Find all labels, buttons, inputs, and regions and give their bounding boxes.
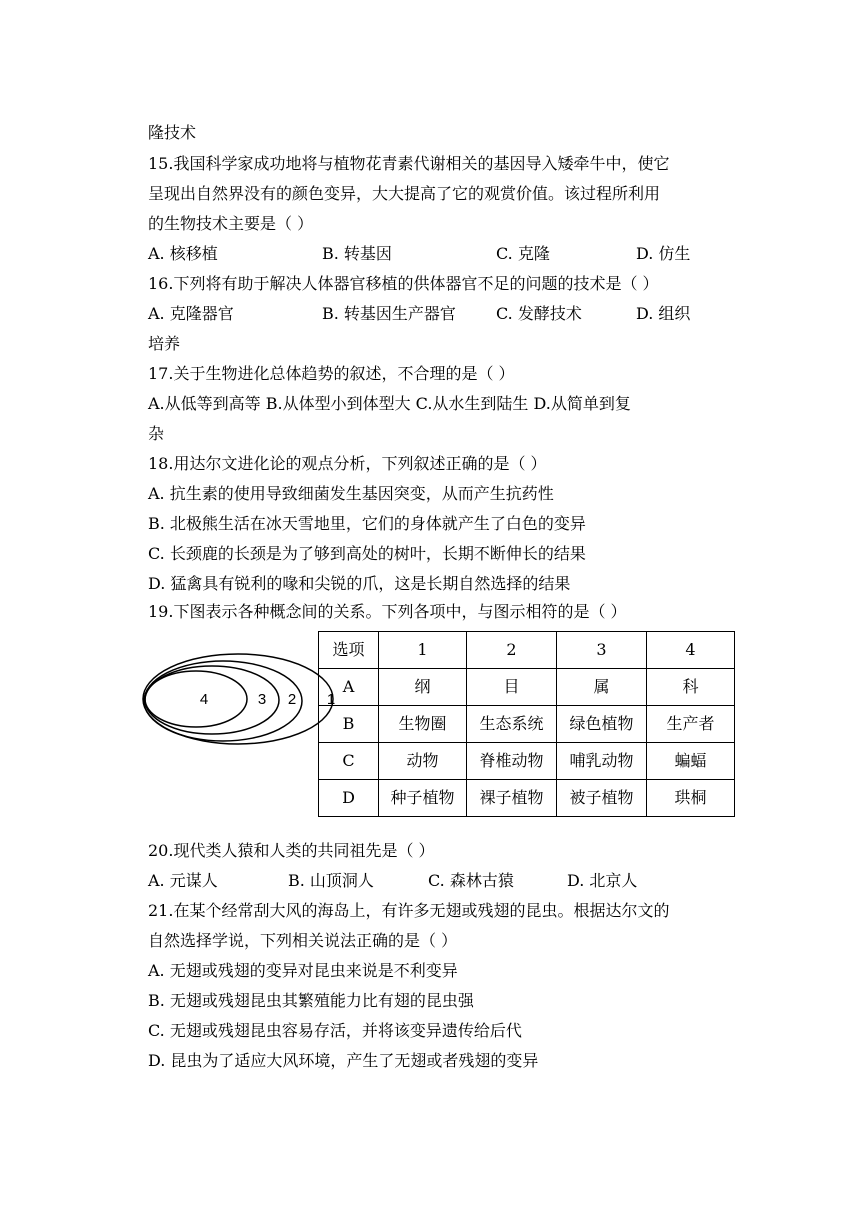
table-cell: 目: [467, 669, 557, 706]
table-cell: 绿色植物: [557, 706, 647, 743]
q15-option-d: D. 仿生: [636, 244, 691, 263]
q18-option-a: A. 抗生素的使用导致细菌发生基因突变，从而产生抗药性: [148, 484, 554, 503]
table-cell: 种子植物: [379, 780, 467, 817]
table-cell: 珙桐: [647, 780, 735, 817]
text-line: 培养: [148, 334, 181, 353]
table-cell: 脊椎动物: [467, 743, 557, 780]
ellipse-label-1: 1: [326, 691, 336, 708]
question-19-stem: 19.下图表示各种概念间的关系。下列各项中，与图示相符的是（ ）: [148, 602, 627, 621]
text-line: 隆技术: [148, 123, 197, 142]
q15-option-b: B. 转基因: [322, 244, 392, 263]
question-18-stem: 18.用达尔文进化论的观点分析，下列叙述正确的是（ ）: [148, 454, 547, 473]
table-cell: 属: [557, 669, 647, 706]
concept-table: [318, 631, 735, 817]
table-cell: C: [319, 743, 379, 780]
table-header-cell: 2: [467, 632, 557, 669]
q20-option-c: C. 森林古猿: [428, 871, 514, 890]
table-cell: A: [319, 669, 379, 706]
table-header-cell: 4: [647, 632, 735, 669]
table-cell: B: [319, 706, 379, 743]
table-row: [319, 706, 735, 743]
q20-option-b: B. 山顶洞人: [288, 871, 374, 890]
table-cell: 哺乳动物: [557, 743, 647, 780]
q21-option-d: D. 昆虫为了适应大风环境，产生了无翅或者残翅的变异: [148, 1051, 539, 1070]
question-16-stem: 16.下列将有助于解决人体器官移植的供体器官不足的问题的技术是（ ）: [148, 274, 659, 293]
question-17-options: A.从低等到高等 B.从体型小到体型大 C.从水生到陆生 D.从简单到复: [148, 394, 631, 413]
q15-option-c: C. 克隆: [496, 244, 550, 263]
table-row: [319, 669, 735, 706]
question-15-stem: 呈现出自然界没有的颜色变异，大大提高了它的观赏价值。该过程所利用: [148, 184, 661, 203]
question-15-stem: 的生物技术主要是（ ）: [148, 214, 314, 233]
table-cell: 生产者: [647, 706, 735, 743]
table-cell: 被子植物: [557, 780, 647, 817]
ellipse-label-3: 3: [257, 691, 267, 708]
table-header-cell: 选项: [319, 632, 379, 669]
q20-option-d: D. 北京人: [567, 871, 638, 890]
question-15-stem: 15.我国科学家成功地将与植物花青素代谢相关的基因导入矮牵牛中，使它: [148, 154, 670, 173]
table-cell: 纲: [379, 669, 467, 706]
text-line: 杂: [148, 424, 165, 443]
table-cell: 科: [647, 669, 735, 706]
question-20-stem: 20.现代类人猿和人类的共同祖先是（ ）: [148, 841, 435, 860]
table-cell: 生物圈: [379, 706, 467, 743]
q18-option-b: B. 北极熊生活在冰天雪地里，它们的身体就产生了白色的变异: [148, 514, 586, 533]
q21-option-b: B. 无翅或残翅昆虫其繁殖能力比有翅的昆虫强: [148, 991, 474, 1010]
table-cell: 裸子植物: [467, 780, 557, 817]
q16-option-a: A. 克隆器官: [148, 304, 234, 323]
ellipse-label-4: 4: [199, 691, 209, 708]
table-header-row: [319, 632, 735, 669]
table-header-cell: 1: [379, 632, 467, 669]
table-row: [319, 743, 735, 780]
question-17-stem: 17.关于生物进化总体趋势的叙述，不合理的是（ ）: [148, 364, 515, 383]
q21-option-c: C. 无翅或残翅昆虫容易存活，并将该变异遗传给后代: [148, 1021, 522, 1040]
ellipse-4: [145, 671, 247, 727]
q15-option-a: A. 核移植: [148, 244, 218, 263]
table-cell: D: [319, 780, 379, 817]
question-21-stem: 21.在某个经常刮大风的海岛上，有许多无翅或残翅的昆虫。根据达尔文的: [148, 901, 670, 920]
table-cell: 蝙蝠: [647, 743, 735, 780]
q20-option-a: A. 元谋人: [148, 871, 218, 890]
nested-ellipse-diagram: [138, 652, 338, 756]
table-header-cell: 3: [557, 632, 647, 669]
q16-option-c: C. 发酵技术: [496, 304, 582, 323]
table-cell: 生态系统: [467, 706, 557, 743]
table-row: [319, 780, 735, 817]
q18-option-c: C. 长颈鹿的长颈是为了够到高处的树叶，长期不断伸长的结果: [148, 544, 586, 563]
ellipse-label-2: 2: [287, 691, 297, 708]
ellipse-1: [143, 654, 336, 744]
table-cell: 动物: [379, 743, 467, 780]
q16-option-d: D. 组织: [636, 304, 691, 323]
q18-option-d: D. 猛禽具有锐利的喙和尖锐的爪，这是长期自然选择的结果: [148, 574, 571, 593]
question-21-stem: 自然选择学说，下列相关说法正确的是（ ）: [148, 931, 458, 950]
q21-option-a: A. 无翅或残翅的变异对昆虫来说是不利变异: [148, 961, 458, 980]
q16-option-b: B. 转基因生产器官: [322, 304, 456, 323]
